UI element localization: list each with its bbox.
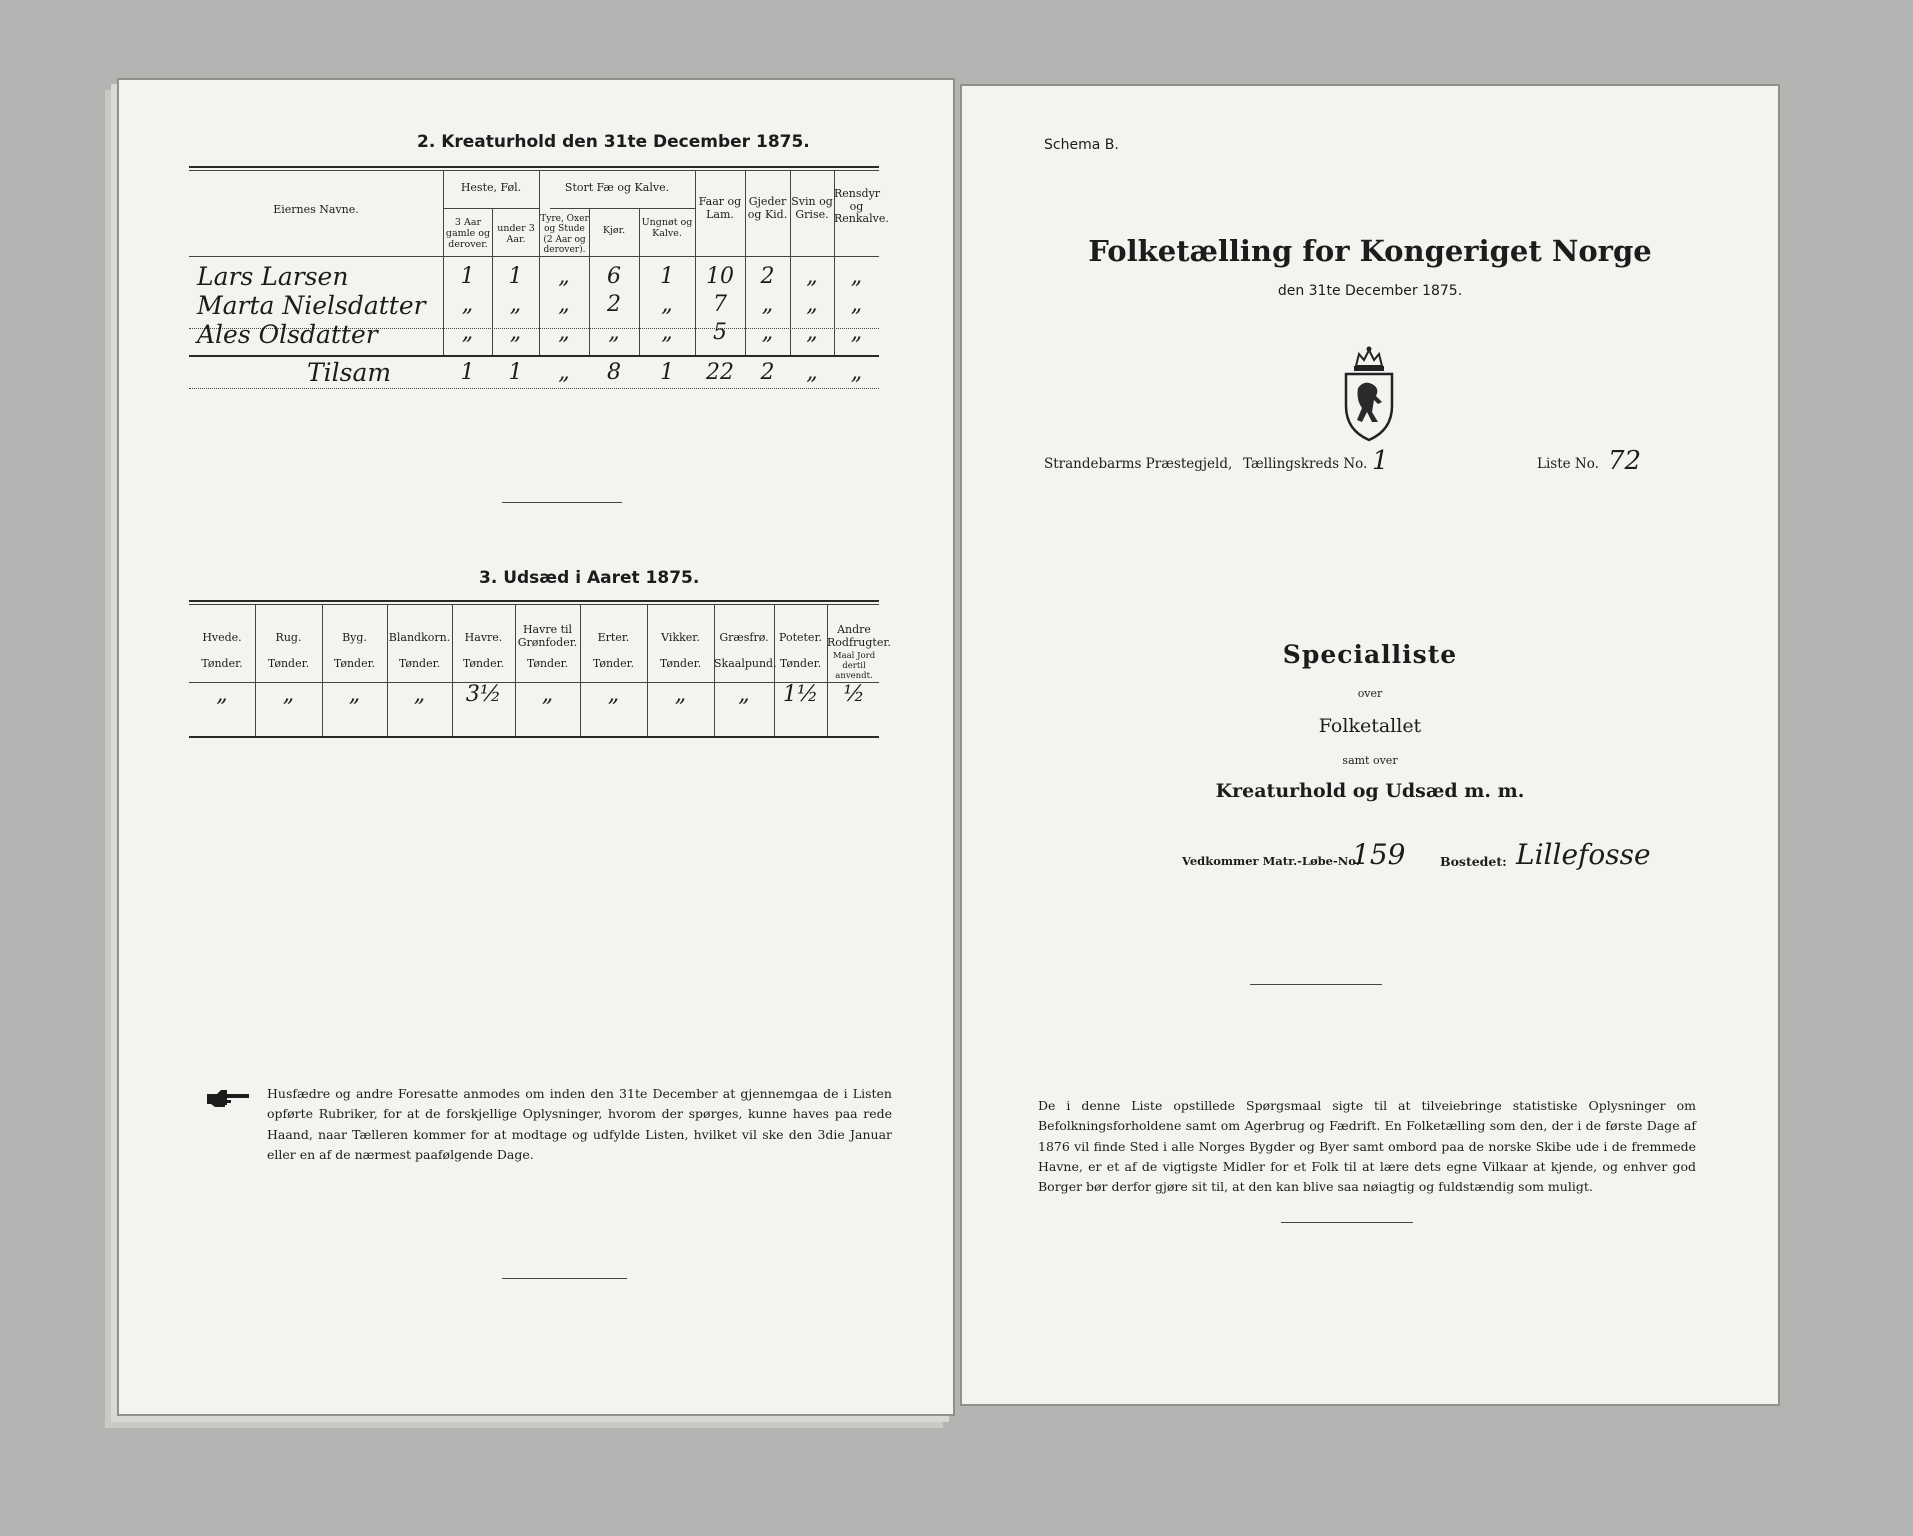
cell: „ xyxy=(761,292,774,317)
table2-body-rule xyxy=(189,355,879,357)
col-poteter-unit: Tønder. xyxy=(779,657,822,670)
cell: „ xyxy=(608,320,620,345)
col-vikker-value: „ xyxy=(674,682,687,707)
cell: „ xyxy=(806,292,818,317)
norway-coat-of-arms-icon xyxy=(1334,344,1404,444)
header-bulls: Tyre, Oxer og Stude (2 Aar og derover). xyxy=(540,214,589,256)
prestegjeld-label: Strandebarms Præstegjeld, xyxy=(1044,456,1233,472)
col-erter-value: „ xyxy=(607,682,620,707)
cell: 5 xyxy=(713,320,727,345)
cell: 2 xyxy=(607,292,621,317)
header-cows: Kjør. xyxy=(602,225,626,236)
table3-bottom-rule xyxy=(189,736,879,738)
header-owner-names: Eiernes Navne. xyxy=(273,203,359,216)
separator xyxy=(1281,1222,1413,1223)
col-andre-rodfrugter-value: ½ xyxy=(843,682,865,707)
col-erter: Erter. xyxy=(597,631,630,644)
table2-header-rule xyxy=(189,256,879,257)
col-poteter-value: 1½ xyxy=(782,682,819,707)
right-page xyxy=(960,84,1780,1406)
col-blandkorn: Blandkorn. xyxy=(388,631,451,644)
section2-title: 2. Kreaturhold den 31te December 1875. xyxy=(417,132,810,152)
total-cell: „ xyxy=(850,360,863,385)
header-goats: Gjeder og Kid. xyxy=(747,195,788,221)
col-poteter: Poteter. xyxy=(779,631,822,644)
liste-label: Liste No. xyxy=(1537,456,1599,472)
header-sheep: Faar og Lam. xyxy=(698,195,742,221)
cell: 1 xyxy=(508,264,523,289)
cell: „ xyxy=(461,320,474,345)
col-graesfro-unit: Skaalpund. xyxy=(714,657,777,670)
cell: „ xyxy=(461,292,474,317)
total-cell: 8 xyxy=(607,360,621,385)
cell: 7 xyxy=(713,292,727,317)
tellingskrets-label: Tællingskreds No. xyxy=(1243,456,1368,472)
total-cell: 22 xyxy=(706,360,734,385)
row1-owner-name: Lars Larsen xyxy=(197,262,349,291)
total-cell: 1 xyxy=(508,360,523,385)
col-rug-value: „ xyxy=(282,682,295,707)
col-rug-unit: Tønder. xyxy=(267,657,310,670)
col-blandkorn-value: „ xyxy=(413,682,426,707)
explanation-paragraph: De i denne Liste opstillede Spørgsmaal sigte til at tilveiebringe statistiske Oplysninger om Befolkningsforholdene samt om Agerbrug og Fædrift. En Folketælling som den, der i de første Dage af 1876 vil finde Sted i alle Norges Bygder og Byer samt ombord paa de norske Skibe ude i de fremmede Havne, er et af de vigtigste Midler for et Folk til at lære dets egne Vilkaar at kjende, og enhver god Borger bør derfor gjøre sit til, at den kan blive saa nøiagtig og fuldstændig som muligt. xyxy=(1038,1098,1696,1194)
header-calves: Ungnøt og Kalve. xyxy=(641,217,693,239)
cell: „ xyxy=(850,292,863,317)
header-horses-old: 3 Aar gamle og derover. xyxy=(445,217,491,250)
col-havre: Havre. xyxy=(464,631,503,644)
cell: „ xyxy=(806,264,818,289)
col-graesfro-value: „ xyxy=(738,682,750,707)
total-cell: „ xyxy=(558,360,570,385)
col-vikker: Vikker. xyxy=(661,631,700,644)
col-havre-gronfoder: Havre til Grønfoder. xyxy=(517,623,578,649)
separator xyxy=(502,502,622,503)
col-graesfro: Græsfrø. xyxy=(719,631,769,644)
cell: „ xyxy=(850,320,863,345)
cell: „ xyxy=(509,292,522,317)
total-cell: „ xyxy=(806,360,818,385)
kreaturhold-heading: Kreaturhold og Udsæd m. m. xyxy=(1215,780,1525,802)
stort-subrule xyxy=(550,208,695,209)
bosted-value: Lillefosse xyxy=(1516,838,1651,871)
col-hvede-unit: Tønder. xyxy=(201,657,243,670)
table3-top-rule xyxy=(189,600,879,602)
tellingskrets-value: 1 xyxy=(1372,446,1389,476)
cell: 10 xyxy=(706,264,734,289)
col-havre-unit: Tønder. xyxy=(462,657,505,670)
header-pigs: Svin og Grise. xyxy=(791,195,833,221)
cell: „ xyxy=(509,320,522,345)
census-date: den 31te December 1875. xyxy=(1277,283,1463,299)
table2-top-rule-2 xyxy=(189,170,879,171)
header-horses-young: under 3 Aar. xyxy=(497,223,535,245)
notice-text: Husfædre og andre Foresatte anmodes om inden den 31te December at gjennemgaa de i Listen opførte Rubriker, for at de forskjellige Oplysninger, hvorom der spørges, kunne haves paa rede Haand, naar Tælleren kommer for at modtage og udfylde Listen, hvilket vil ske den 3die Januar eller en af de nærmest paafølgende Dage. xyxy=(267,1086,892,1162)
col-havre-gronfoder-value: „ xyxy=(541,682,554,707)
over-text: over xyxy=(1357,687,1383,700)
cell: 1 xyxy=(660,264,674,289)
total-cell: 1 xyxy=(660,360,674,385)
table2-top-rule xyxy=(189,166,879,168)
cell: „ xyxy=(806,320,818,345)
separator xyxy=(1250,984,1382,985)
cell: „ xyxy=(661,292,673,317)
header-cattle: Stort Fæ og Kalve. xyxy=(564,181,670,194)
header-horses: Heste, Føl. xyxy=(460,181,522,194)
matr-label: Vedkommer Matr.-Løbe-No. xyxy=(1182,854,1360,868)
total-label: Tilsam xyxy=(307,358,392,387)
total-cell: 2 xyxy=(760,360,775,385)
cell: „ xyxy=(850,264,863,289)
col-andre-rodfrugter: Andre Rodfrugter. xyxy=(827,623,891,649)
col-blandkorn-unit: Tønder. xyxy=(398,657,441,670)
cell: „ xyxy=(558,264,570,289)
cell: 2 xyxy=(760,264,775,289)
row2-owner-name: Marta Nielsdatter xyxy=(197,291,426,320)
col-byg-unit: Tønder. xyxy=(333,657,376,670)
col-havre-value: 3½ xyxy=(465,682,502,707)
main-title: Folketælling for Kongeriget Norge xyxy=(1088,234,1652,268)
pointing-hand-icon xyxy=(205,1088,253,1108)
col-hvede: Hvede. xyxy=(202,631,242,644)
col-andre-rodfrugter-unit: Maal Jord dertil anvendt. xyxy=(832,651,876,681)
col-vikker-unit: Tønder. xyxy=(659,657,702,670)
col-havre-gronfoder-unit: Tønder. xyxy=(526,657,569,670)
matr-value: 159 xyxy=(1352,838,1406,871)
cell: „ xyxy=(558,320,570,345)
cell: „ xyxy=(558,292,570,317)
table2-total-rule xyxy=(189,388,879,389)
col-byg: Byg. xyxy=(342,631,367,644)
total-cell: 1 xyxy=(460,360,475,385)
section3-title: 3. Udsæd i Aaret 1875. xyxy=(479,568,700,588)
left-page xyxy=(117,78,955,1416)
cell: „ xyxy=(761,320,774,345)
table3-top-rule-2 xyxy=(189,604,879,605)
cell: „ xyxy=(661,320,673,345)
row3-owner-name: Ales Olsdatter xyxy=(197,320,378,349)
col-hvede-value: „ xyxy=(216,682,228,707)
specialliste-title: Specialliste xyxy=(1282,640,1458,669)
header-reindeer: Rensdyr og Renkalve. xyxy=(834,187,889,226)
cell: 1 xyxy=(460,264,475,289)
col-rug: Rug. xyxy=(275,631,302,644)
folketallet-heading: Folketallet xyxy=(1318,715,1422,737)
bosted-label: Bostedet: xyxy=(1440,854,1507,869)
liste-value: 72 xyxy=(1608,446,1642,476)
schema-label: Schema B. xyxy=(1044,137,1119,153)
samt-over-text: samt over xyxy=(1342,754,1398,767)
col-byg-value: „ xyxy=(348,682,361,707)
separator xyxy=(502,1278,627,1279)
cell: 6 xyxy=(607,264,621,289)
heste-subrule xyxy=(443,208,539,209)
col-erter-unit: Tønder. xyxy=(592,657,635,670)
